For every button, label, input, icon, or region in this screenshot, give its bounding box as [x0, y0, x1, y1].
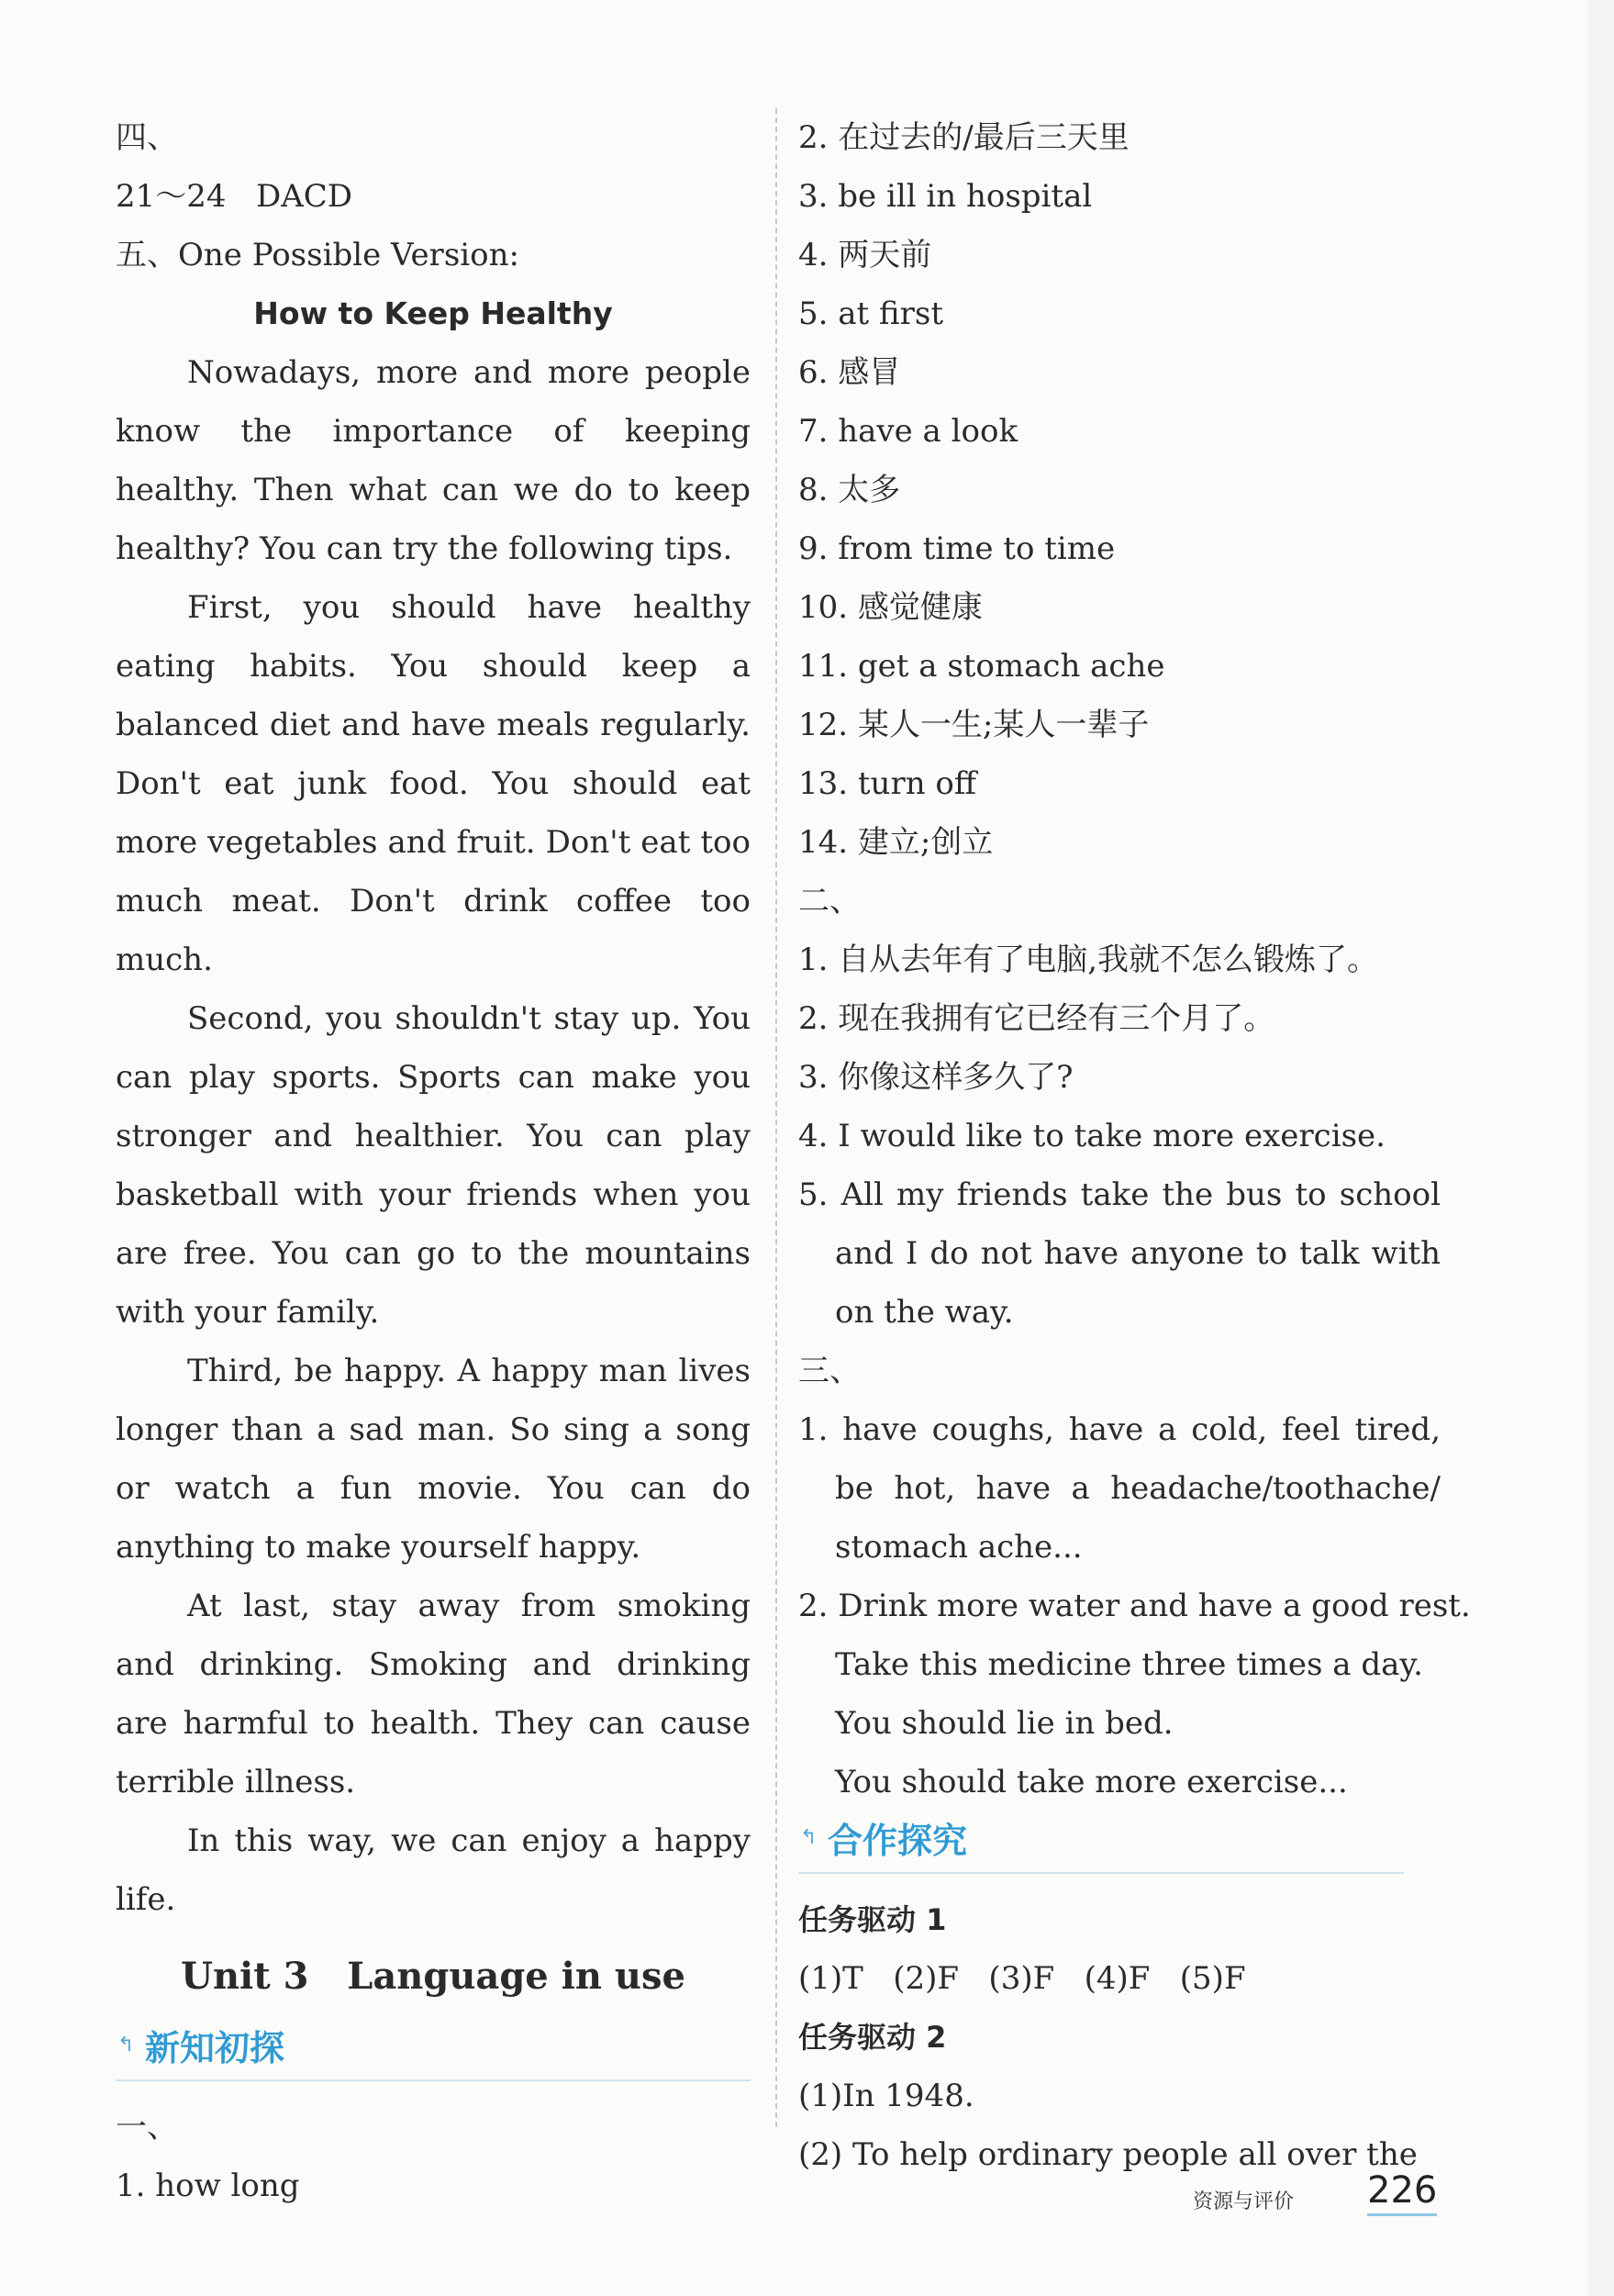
essay-paragraph: In this way, we can enjoy a happy life. [116, 1822, 751, 1918]
footer-label: 资源与评价 [1193, 2190, 1295, 2213]
answer-item: 2. Drink more water and have a good rest. [798, 1588, 1471, 1624]
section-1-heading: 一、 [116, 2109, 178, 2146]
page-number: 226 [1367, 2169, 1437, 2216]
answer-item: 4. 两天前 [798, 237, 932, 273]
answer-item: 8. 太多 [798, 472, 901, 508]
answer-item: 2. 现在我拥有它已经有三个月了。 [798, 1000, 1275, 1037]
essay-body [116, 343, 751, 1929]
answer-item: 13. turn off [798, 765, 977, 802]
section-marker-icon: ↰ [800, 1826, 818, 1849]
page-footer [1193, 2166, 1468, 2221]
answers-21-24: 21～24 DACD [116, 178, 353, 215]
left-column [116, 108, 751, 2215]
task-1-title: 任务驱动 1 [798, 1902, 947, 1937]
answer-item: 7. have a look [798, 413, 1018, 450]
task-2-title: 任务驱动 2 [798, 2020, 947, 2055]
column-divider [775, 108, 777, 2127]
answer-item: 10. 感觉健康 [798, 589, 983, 626]
section-cooperation-label: 合作探究 [828, 1821, 968, 1861]
answer-item: 2. 在过去的/最后三天里 [798, 119, 1130, 156]
section-cooperation [798, 1813, 1404, 1874]
task-2-answer: (1)In 1948. [798, 2078, 974, 2114]
answer-item: 1. have coughs, have a cold, feel tired, be hot, have a headache/toothache/ stomach ache... [798, 1411, 1441, 1566]
answer-item: 1. 自从去年有了电脑,我就不怎么锻炼了。 [798, 942, 1379, 978]
essay-paragraph: Nowadays, more and more people know the importance of keeping healthy. Then what can we do to keep healthy? You can try the following tips. [116, 354, 751, 567]
answer-item: 1. how long [116, 2168, 300, 2204]
answer-item: 6. 感冒 [798, 354, 901, 391]
answer-item-multiline [798, 1400, 1441, 1577]
answer-item: 5. at first [798, 295, 944, 332]
answer-item: 3. 你像这样多久了? [798, 1059, 1074, 1096]
section-3-heading: 三、 [798, 1353, 861, 1389]
answer-item: 14. 建立;创立 [798, 824, 994, 861]
section-marker-icon: ↰ [117, 2034, 135, 2056]
answer-item: 12. 某人一生;某人一辈子 [798, 707, 1150, 743]
right-column [798, 108, 1471, 2184]
answer-item-continued: You should lie in bed. [835, 1705, 1174, 1742]
essay-paragraph: Second, you shouldn't stay up. You can play sports. Sports can make you stronger and healthier. You can play basketball with your friends when you are free. You can go to the mountains with your family. [116, 1000, 751, 1331]
answer-item-continued: Take this medicine three times a day. [835, 1646, 1423, 1683]
answer-item-multiline [798, 1165, 1441, 1342]
answer-item-continued: You should take more exercise... [835, 1764, 1348, 1800]
section-new-knowledge [116, 2021, 751, 2081]
task-1-answers: (1)T (2)F (3)F (4)F (5)F [798, 1960, 1246, 1997]
essay-title: How to Keep Healthy [253, 295, 613, 331]
answer-item: 5. All my friends take the bus to school and I do not have anyone to talk with on the way. [798, 1176, 1441, 1331]
section-5-heading: 五、One Possible Version: [116, 237, 519, 273]
unit-title: Unit 3 Language in use [181, 1955, 685, 1998]
essay-paragraph: First, you should have healthy eating habits. You should keep a balanced diet and have meals regularly. Don't eat junk food. You should eat more vegetables and fruit. Don't eat too much meat. Don't drink coffee too much. [116, 589, 751, 978]
task-2-answer: (2) To help ordinary people all over the [798, 2136, 1418, 2173]
answer-item: 9. from time to time [798, 530, 1116, 567]
essay-paragraph: Third, be happy. A happy man lives longer than a sad man. So sing a song or watch a fun movie. You can do anything to make yourself happy. [116, 1353, 751, 1566]
answer-item: 4. I would like to take more exercise. [798, 1118, 1386, 1154]
section-new-knowledge-label: 新知初探 [145, 2028, 285, 2068]
answer-item: 11. get a stomach ache [798, 648, 1165, 685]
answer-item: 3. be ill in hospital [798, 178, 1093, 215]
section-4-heading: 四、 [116, 119, 178, 156]
section-2-heading: 二、 [798, 883, 861, 920]
essay-paragraph: At last, stay away from smoking and drinking. Smoking and drinking are harmful to health. They can cause terrible illness. [116, 1588, 751, 1800]
